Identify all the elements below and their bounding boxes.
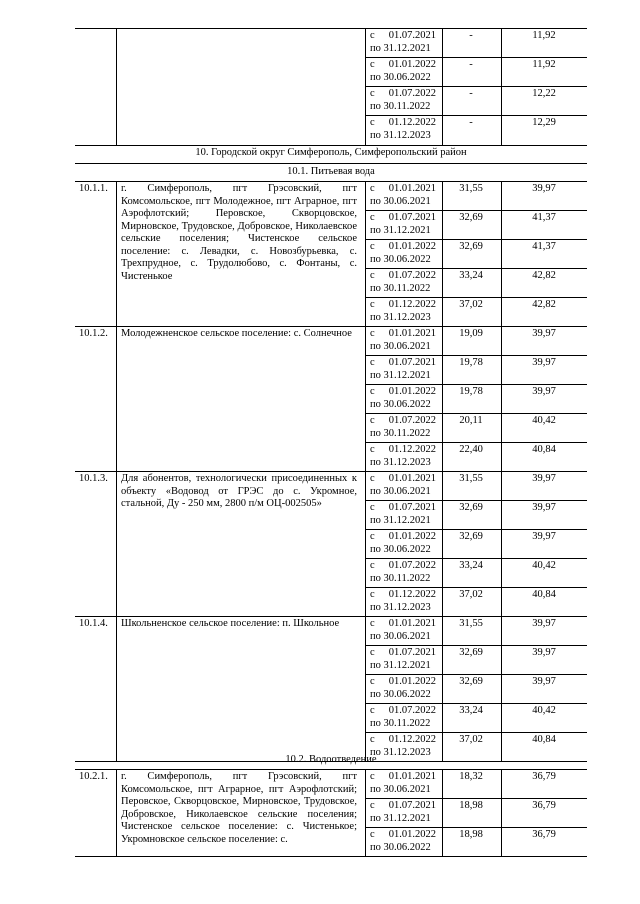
period-prefix: с [370,800,375,811]
row-rule [365,529,587,530]
period-prefix: с [370,241,375,252]
rate-value-2: 40,84 [532,734,556,745]
period-cell [370,647,442,672]
row-rule [365,587,587,588]
period-from [370,30,442,43]
period-from-date: 01.01.2022 [388,386,436,397]
period-to: по 31.12.2021 [370,369,431,381]
rate-value-1: 32,69 [459,531,483,542]
period-cell [370,705,442,730]
period-to: по 30.06.2022 [370,688,431,700]
rate-value-1: 20,11 [459,415,483,426]
period-from [370,183,442,196]
col-rule [365,471,366,616]
group-description: Молодежненское сельское поселение: с. Солнечное [121,328,352,339]
period-to: по 30.11.2022 [370,572,431,584]
rate-value-1: 33,24 [459,705,483,716]
rate-value-2: 36,79 [532,829,556,840]
row-rule [365,210,587,211]
period-from [370,328,442,341]
rate-value-2: 41,37 [532,212,556,223]
period-from-date: 01.07.2022 [388,415,436,426]
period-from [370,473,442,486]
period-to: по 30.06.2021 [370,630,431,642]
period-from [370,618,442,631]
rate-value-2: 39,97 [532,328,556,339]
rate-value-1: 18,32 [459,771,483,782]
period-from [370,502,442,515]
period-cell [370,117,442,142]
period-from-date: 01.01.2021 [388,618,436,629]
period-from-date: 01.07.2021 [388,800,436,811]
row-rule [365,413,587,414]
period-cell [370,299,442,324]
group-description: Для абонентов, технологически присоединенных к объекту «Водовод от ГРЭС до с. Укромное, стальной, Ду - 250 мм, 2800 п/м ОЦ-002505» [121,473,357,509]
rate-value-2: 36,79 [532,800,556,811]
period-to: по 30.06.2022 [370,543,431,555]
period-prefix: с [370,560,375,571]
period-cell [370,560,442,585]
period-prefix: с [370,618,375,629]
rate-value-1: 18,98 [459,829,483,840]
rate-value-1: 19,78 [459,357,483,368]
period-to: по 30.06.2022 [370,841,431,853]
period-to: по 31.12.2023 [370,601,431,613]
rate-value-2: 39,97 [532,473,556,484]
rate-value-1: 31,55 [459,618,483,629]
col-rule [116,28,117,145]
row-rule [365,297,587,298]
row-rule [365,674,587,675]
row-rule [75,471,587,472]
period-from [370,676,442,689]
period-to: по 31.12.2023 [370,746,431,758]
period-from-date: 01.01.2022 [388,59,436,70]
period-from-date: 01.07.2022 [388,560,436,571]
group-description: Школьненское сельское поселение: п. Школьное [121,618,340,629]
period-from-date: 01.12.2022 [388,444,436,455]
rate-value-2: 42,82 [532,299,556,310]
water-section-title: 10.1. Питьевая вода [287,166,375,177]
period-cell [370,444,442,469]
rate-value-1: 32,69 [459,647,483,658]
period-prefix: с [370,386,375,397]
period-cell [370,502,442,527]
rate-value-2: 11,92 [532,30,556,41]
period-to: по 30.06.2021 [370,485,431,497]
table-rule [75,28,587,29]
period-to: по 30.06.2022 [370,253,431,265]
rate-value-1: 33,24 [459,560,483,571]
rate-value-1: 18,98 [459,800,483,811]
period-cell [370,59,442,84]
period-from [370,531,442,544]
period-to: по 31.12.2021 [370,224,431,236]
group-code: 10.1.1. [79,183,108,194]
period-from-date: 01.07.2021 [388,502,436,513]
rate-value-1: 31,55 [459,473,483,484]
period-to: по 31.12.2021 [370,812,431,824]
sewage-section-title: 10.2. Водоотведение [285,754,377,765]
col-rule [116,326,117,471]
rate-value-1: - [469,117,473,128]
period-cell [370,531,442,556]
row-rule [365,442,587,443]
row-rule [75,181,587,182]
row-rule [365,500,587,501]
period-cell [370,618,442,643]
period-from-date: 01.12.2022 [388,734,436,745]
rate-value-1: 37,02 [459,589,483,600]
period-to: по 30.11.2022 [370,717,431,729]
rate-value-1: - [469,30,473,41]
col-rule [365,616,366,761]
period-from-date: 01.01.2021 [388,771,436,782]
row-rule [365,384,587,385]
period-from [370,589,442,602]
rate-value-2: 39,97 [532,531,556,542]
period-prefix: с [370,444,375,455]
period-from [370,270,442,283]
row-rule [75,769,587,770]
rate-value-2: 39,97 [532,647,556,658]
period-prefix: с [370,30,375,41]
rate-value-2: 39,97 [532,183,556,194]
period-from-date: 01.01.2021 [388,328,436,339]
col-rule [365,326,366,471]
rate-value-2: 36,79 [532,771,556,782]
period-to: по 31.12.2023 [370,311,431,323]
period-from [370,386,442,399]
period-from-date: 01.01.2021 [388,183,436,194]
row-rule [365,57,587,58]
period-to: по 31.12.2023 [370,129,431,141]
rate-value-2: 12,29 [532,117,556,128]
period-cell [370,415,442,440]
group-description: г. Симферополь, пгт Грэсовский, пгт Комсомольское, пгт Молодежное, пгт Аграрное, пгт Аэрофлотский; Перовское, Скворцовское, Мирновское, Трудовское, Добровское, Николаевское сельские поселения; Чистенское сельское поселение: с. Левадки, с. Новозбурьевка, с. Трехпрудное, с. Трудолюбово, с. Фонтаны, с. Чистенькое [121,183,357,282]
period-prefix: с [370,705,375,716]
rate-value-2: 40,84 [532,444,556,455]
row-rule [365,115,587,116]
rate-value-1: - [469,59,473,70]
rate-value-2: 39,97 [532,386,556,397]
period-prefix: с [370,473,375,484]
period-from-date: 01.12.2022 [388,117,436,128]
row-rule [365,827,587,828]
period-from-date: 01.12.2022 [388,589,436,600]
row-rule [365,798,587,799]
period-prefix: с [370,771,375,782]
period-to: по 30.06.2022 [370,398,431,410]
period-from [370,241,442,254]
row-rule [75,856,587,857]
period-prefix: с [370,88,375,99]
period-cell [370,589,442,614]
rate-value-1: 37,02 [459,734,483,745]
period-prefix: с [370,212,375,223]
period-cell [370,212,442,237]
col-rule [116,769,117,856]
period-cell [370,771,442,796]
row-rule [365,355,587,356]
period-to: по 31.12.2021 [370,659,431,671]
row-rule [365,703,587,704]
period-prefix: с [370,299,375,310]
rate-value-2: 12,22 [532,88,556,99]
period-from [370,444,442,457]
period-from-date: 01.01.2022 [388,241,436,252]
period-from [370,415,442,428]
row-rule [365,732,587,733]
period-prefix: с [370,183,375,194]
rate-value-2: 40,42 [532,415,556,426]
group-code: 10.1.2. [79,328,108,339]
period-from [370,357,442,370]
period-from [370,800,442,813]
period-cell [370,88,442,113]
period-to: по 30.11.2022 [370,100,431,112]
period-cell [370,473,442,498]
rate-value-2: 42,82 [532,270,556,281]
rate-value-2: 39,97 [532,502,556,513]
period-from [370,212,442,225]
period-cell [370,30,442,55]
period-from [370,59,442,72]
period-prefix: с [370,270,375,281]
row-rule [365,239,587,240]
period-cell [370,829,442,854]
row-rule [365,86,587,87]
period-to: по 30.06.2021 [370,783,431,795]
period-from-date: 01.07.2021 [388,647,436,658]
row-rule [365,645,587,646]
period-from-date: 01.01.2022 [388,531,436,542]
rate-value-2: 39,97 [532,676,556,687]
col-rule [365,181,366,326]
rate-value-2: 39,97 [532,618,556,629]
period-prefix: с [370,647,375,658]
period-prefix: с [370,676,375,687]
period-prefix: с [370,415,375,426]
period-from [370,299,442,312]
period-from-date: 01.01.2022 [388,676,436,687]
period-cell [370,800,442,825]
period-from [370,771,442,784]
col-rule [116,616,117,761]
row-rule [75,616,587,617]
period-to: по 31.12.2023 [370,456,431,468]
col-rule [365,769,366,856]
row-rule [75,326,587,327]
col-rule [116,471,117,616]
row-rule [75,145,587,146]
period-to: по 30.11.2022 [370,282,431,294]
rate-value-1: 22,40 [459,444,483,455]
period-from [370,705,442,718]
rate-value-1: 32,69 [459,212,483,223]
period-prefix: с [370,117,375,128]
period-prefix: с [370,357,375,368]
row-rule [365,268,587,269]
rate-value-1: 32,69 [459,241,483,252]
period-cell [370,328,442,353]
rate-value-1: 37,02 [459,299,483,310]
row-rule [365,558,587,559]
row-rule [75,163,587,164]
period-cell [370,241,442,266]
rate-value-2: 11,92 [532,59,556,70]
group-code: 10.1.4. [79,618,108,629]
rate-value-2: 40,42 [532,705,556,716]
rate-value-2: 39,97 [532,357,556,368]
period-cell [370,676,442,701]
rate-value-2: 40,42 [532,560,556,571]
period-from [370,117,442,130]
period-from-date: 01.07.2021 [388,357,436,368]
period-prefix: с [370,734,375,745]
period-from [370,560,442,573]
col-rule [116,181,117,326]
group-description: г. Симферополь, пгт Грэсовский, пгт Комсомольское, пгт Аграрное, пгт Аэрофлотский; Перовское, Скворцовское, Мирновское, Трудовское, Добровское, Николаевское сельские поселения; Чистенское сельское поселение: с. Чистенькое; Укромновское сельское поселение: с. [121,771,357,845]
period-from-date: 01.01.2022 [388,829,436,840]
group-code: 10.2.1. [79,771,108,782]
period-cell [370,357,442,382]
period-to: по 30.11.2022 [370,427,431,439]
rate-value-1: 31,55 [459,183,483,194]
period-from-date: 01.07.2022 [388,705,436,716]
period-prefix: с [370,531,375,542]
period-prefix: с [370,59,375,70]
district-title: 10. Городской округ Симферополь, Симферопольский район [195,147,467,158]
period-from [370,88,442,101]
period-to: по 31.12.2021 [370,514,431,526]
rate-value-1: 33,24 [459,270,483,281]
period-from-date: 01.07.2021 [388,212,436,223]
period-prefix: с [370,328,375,339]
period-from [370,647,442,660]
rate-value-2: 40,84 [532,589,556,600]
period-from-date: 01.07.2022 [388,88,436,99]
period-to: по 30.06.2021 [370,195,431,207]
period-to: по 30.06.2021 [370,340,431,352]
period-from-date: 01.01.2021 [388,473,436,484]
period-to: по 30.06.2022 [370,71,431,83]
period-prefix: с [370,589,375,600]
period-cell [370,183,442,208]
period-cell [370,386,442,411]
rate-value-1: 32,69 [459,502,483,513]
period-from-date: 01.07.2021 [388,30,436,41]
period-prefix: с [370,829,375,840]
period-from [370,734,442,747]
group-code: 10.1.3. [79,473,108,484]
rate-value-1: 19,09 [459,328,483,339]
period-from-date: 01.12.2022 [388,299,436,310]
rate-value-2: 41,37 [532,241,556,252]
period-cell [370,270,442,295]
period-to: по 31.12.2021 [370,42,431,54]
rate-value-1: 19,78 [459,386,483,397]
rate-value-1: - [469,88,473,99]
period-from-date: 01.07.2022 [388,270,436,281]
period-from [370,829,442,842]
period-prefix: с [370,502,375,513]
rate-value-1: 32,69 [459,676,483,687]
